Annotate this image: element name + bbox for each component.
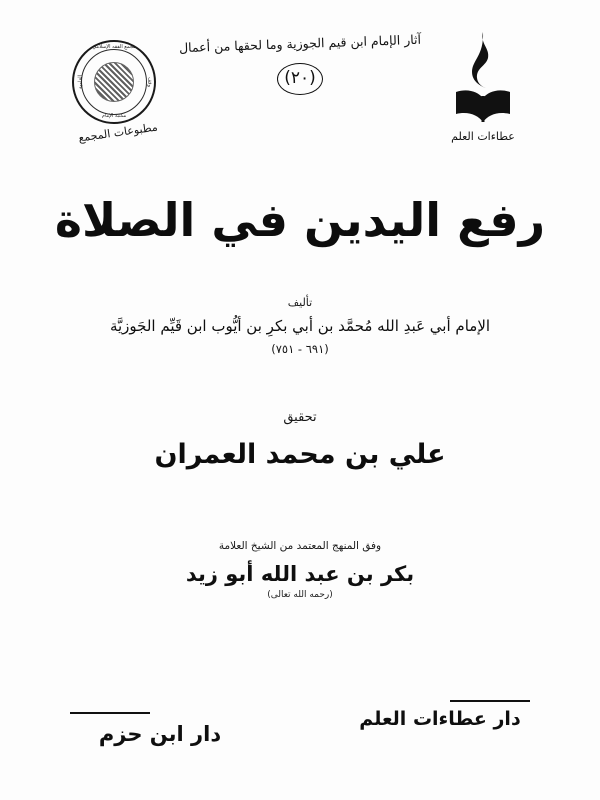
cover-header xyxy=(0,26,600,186)
editor-label: تحقيق xyxy=(283,410,317,425)
author-dates: (٦٩١ - ٧٥١) xyxy=(271,342,329,356)
publisher-logo xyxy=(428,30,538,143)
editor-name: علي بن محمد العمران xyxy=(154,439,446,470)
seal-text-right: وقف xyxy=(146,77,153,87)
book-title: رفع اليدين في الصلاة xyxy=(54,193,546,247)
seal-text-left: العلمية xyxy=(77,74,84,90)
seal-text-top: مجمع الفقه الإسلامي xyxy=(92,44,136,50)
footer-rule-left xyxy=(70,712,150,714)
seal-caption: مطبوعات المجمع xyxy=(77,120,159,145)
author-block xyxy=(0,296,600,356)
reviewer-name: بكر بن عبد الله أبو زيد xyxy=(185,562,415,586)
open-book-flame-icon xyxy=(450,30,516,126)
series-block xyxy=(175,31,425,95)
publisher-name-left: دار ابن حزم xyxy=(98,722,222,746)
seal-stamp xyxy=(72,40,156,124)
seal-text xyxy=(72,40,156,124)
reviewer-suffix: (رحمه الله تعالى) xyxy=(267,590,333,600)
seal-text-bottom: مكتبة الإمام xyxy=(101,113,127,119)
editor-block xyxy=(0,410,600,470)
publisher-name-right: دار عطاءات العلم xyxy=(359,708,521,730)
reviewer-label: وفق المنهج المعتمد من الشيخ العلامة xyxy=(218,540,382,552)
series-line: آثار الإمام ابن قيم الجوزية وما لحقها من أعمال xyxy=(178,31,422,56)
footer-rule-right xyxy=(450,700,530,702)
series-number: (٢٠) xyxy=(277,63,323,95)
author-name: الإمام أبي عَبدِ الله مُحمَّد بن أبي بكرِ بن أيُّوب ابن قَيِّم الجَوزيَّة xyxy=(109,317,491,335)
reviewer-block xyxy=(0,540,600,600)
publisher-logo-label: عطاءات العلم xyxy=(451,130,515,143)
author-label: تأليف xyxy=(287,296,313,309)
